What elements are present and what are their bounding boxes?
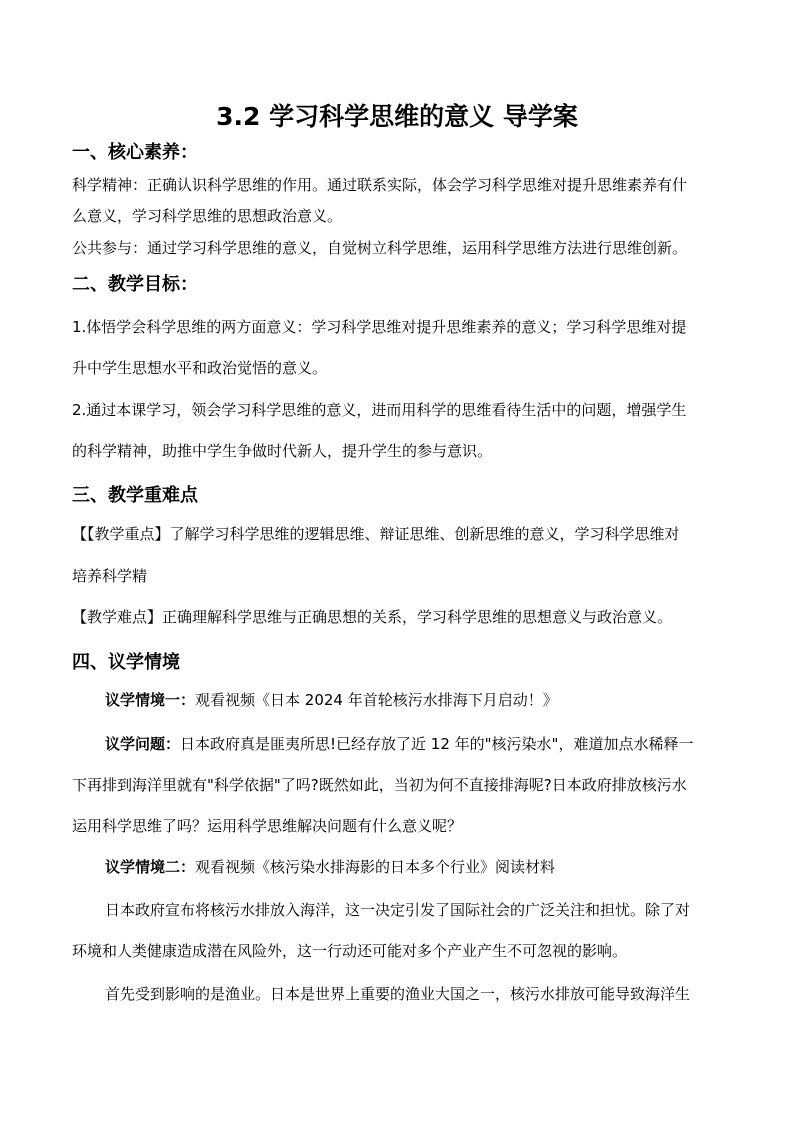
paragraph-line: 公共参与：通过学习科学思维的意义，自觉树立科学思维，运用科学思维方法进行思维创新。 bbox=[72, 239, 688, 257]
paragraph-line: 的科学精神，助推中学生争做时代新人，提升学生的参与意识。 bbox=[72, 442, 493, 460]
section-heading-discussion-context: 四、议学情境 bbox=[72, 652, 180, 673]
question-text: 日本政府真是匪夷所思!已经存放了近 12 年的"核污染水"，难道加点水稀释一 bbox=[180, 735, 694, 753]
context-one-text: 观看视频《日本 2024 年首轮核污水排海下月启动！》 bbox=[195, 691, 558, 709]
paragraph-line: 培养科学精 bbox=[72, 567, 148, 585]
paragraph-line: 【【教学重点】了解学习科学思维的逻辑思维、辩证思维、创新思维的意义，学习科学思维对 bbox=[72, 525, 680, 543]
paragraph-line: 首先受到影响的是渔业。日本是世界上重要的渔业大国之一，核污水排放可能导致海洋生 bbox=[105, 985, 691, 1003]
paragraph-line: 【教学难点】正确理解科学思维与正确思想的关系，学习科学思维的思想意义与政治意义。 bbox=[72, 608, 673, 626]
context-one-label: 议学情境一： bbox=[105, 691, 196, 709]
document-title: 3.2 学习科学思维的意义 导学案 bbox=[216, 102, 578, 131]
paragraph-line: 运用科学思维了吗？运用科学思维解决问题有什么意义呢？ bbox=[72, 817, 463, 835]
paragraph-line: 2.通过本课学习，领会学习科学思维的意义，进而用科学的思维看待生活中的问题，增强学生 bbox=[72, 401, 687, 419]
paragraph-line: 日本政府宣布将核污水排放入海洋，这一决定引发了国际社会的广泛关注和担忧。除了对 bbox=[105, 901, 691, 919]
question-line bbox=[105, 733, 732, 755]
section-heading-core-literacy: 一、核心素养： bbox=[72, 142, 198, 163]
paragraph-line: 1.体悟学会科学思维的两方面意义：学习科学思维对提升思维素养的意义；学习科学思维对提 bbox=[72, 318, 687, 336]
paragraph-line: 升中学生思想水平和政治觉悟的意义。 bbox=[72, 359, 328, 377]
paragraph-line: 下再排到海洋里就有"科学依据"了吗?既然如此，当初为何不直接排海呢?日本政府排放核污水 bbox=[72, 776, 687, 794]
context-two-text: 观看视频《核污染水排海影的日本多个行业》阅读材料 bbox=[195, 858, 556, 876]
paragraph-line: 环境和人类健康造成潜在风险外，这一行动还可能对多个产业产生不可忽视的影响。 bbox=[72, 942, 628, 960]
question-label: 议学问题： bbox=[105, 735, 181, 753]
section-heading-key-difficult-points: 三、教学重难点 bbox=[72, 485, 198, 506]
context-two-line bbox=[105, 856, 732, 878]
paragraph-line: 么意义，学习科学思维的思想政治意义。 bbox=[72, 207, 343, 225]
paragraph-line: 科学精神：正确认识科学思维的作用。通过联系实际，体会学习科学思维对提升思维素养有什 bbox=[72, 176, 688, 194]
context-two-label: 议学情境二： bbox=[105, 858, 196, 876]
context-one-line bbox=[105, 689, 732, 711]
section-heading-teaching-goals: 二、教学目标： bbox=[72, 274, 198, 295]
